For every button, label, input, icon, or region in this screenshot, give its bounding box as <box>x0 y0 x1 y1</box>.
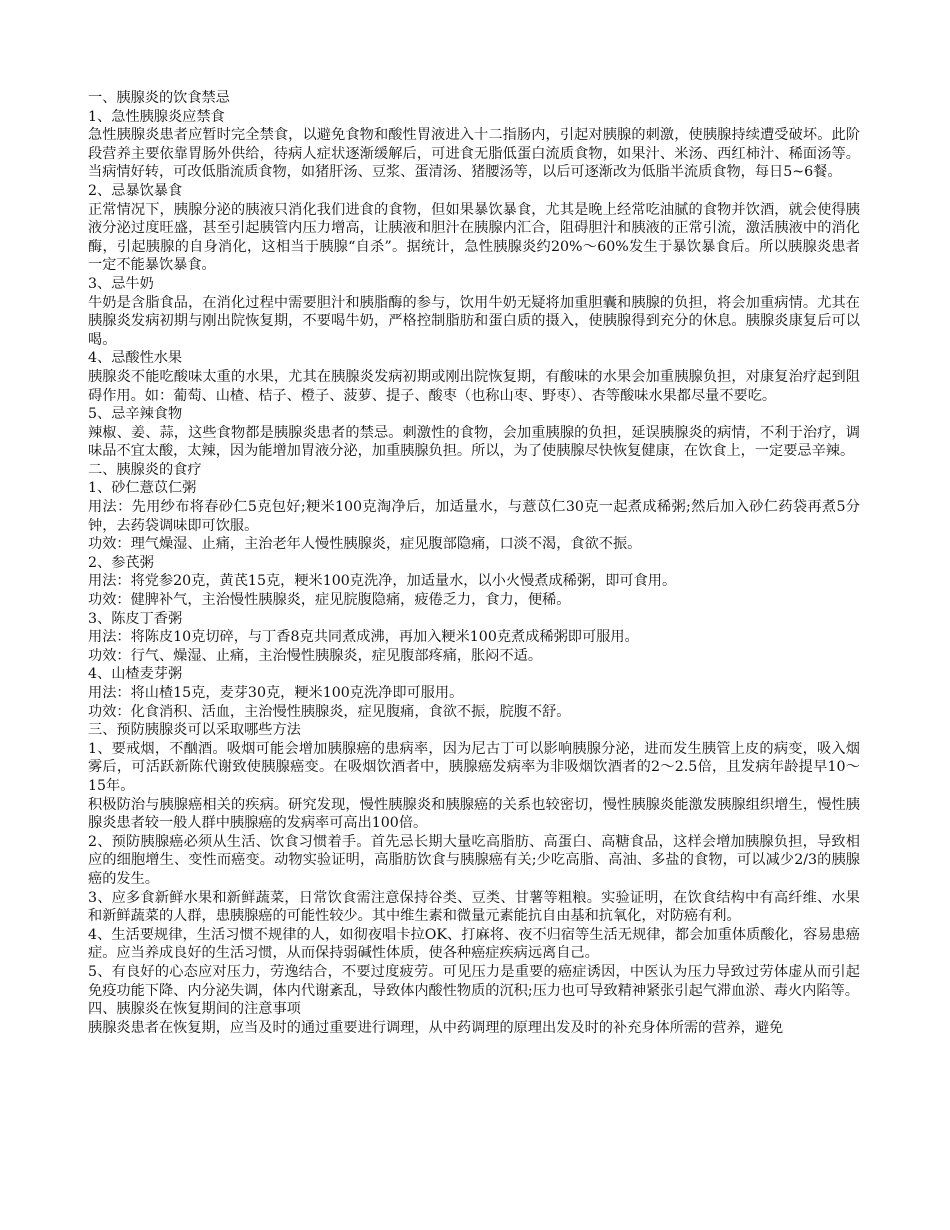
section-heading: 2、参芪粥 <box>88 554 154 571</box>
section-heading: 1、砂仁薏苡仁粥 <box>88 480 197 497</box>
paragraph: 1、要戒烟，不酗酒。吸烟可能会增加胰腺癌的患病率，因为尼古丁可以影响胰腺分泌，进而发生胰管上皮的病变，吸入烟雾后，可活跃新陈代谢致使胰腺癌变。在吸烟饮酒者中，胰腺癌发病率为非吸烟饮酒者的2～2.5倍，且发病年龄提早10～15年。 <box>88 740 860 794</box>
paragraph: 胰腺炎不能吃酸味太重的水果，尤其在胰腺炎发病初期或刚出院恢复期，有酸味的水果会加重胰腺负担，对康复治疗起到阻碍作用。如：葡萄、山楂、桔子、橙子、菠萝、提子、酸枣（也称山枣、野枣）、杏等酸味水果都尽量不要吃。 <box>88 368 860 404</box>
section-heading: 一、胰腺炎的饮食禁忌 <box>88 90 230 106</box>
paragraph: 正常情况下，胰腺分泌的胰液只消化我们进食的食物，但如果暴饮暴食，尤其是晚上经常吃油腻的食物并饮酒，就会使得胰液分泌过度旺盛，甚至引起胰管内压力增高，让胰液和胆汁在胰腺内汇合，阻碍胆汁和胰液的正常引流，激活胰液中的消化酶，引起胰腺的自身消化，这相当于胰腺“自杀”。据统计，急性胰腺炎约20%～60%发生于暴饮暴食后。所以胰腺炎患者一定不能暴饮暴食。 <box>88 201 860 274</box>
paragraph: 3、应多食新鲜水果和新鲜蔬菜，日常饮食需注意保持谷类、豆类、甘薯等粗粮。实验证明，在饮食结构中有高纤维、水果和新鲜蔬菜的人群，患胰腺癌的可能性较少。其中维生素和微量元素能抗自由基和抗氧化，对防癌有利。 <box>88 889 860 925</box>
section-heading: 5、忌辛辣食物 <box>88 406 183 423</box>
section-heading: 3、忌牛奶 <box>88 275 154 292</box>
paragraph: 功效：化食消积、活血，主治慢性胰腺炎，症见腹痛，食欲不振，脘腹不舒。 <box>88 703 571 720</box>
section-heading: 四、胰腺炎在恢复期间的注意事项 <box>88 1001 301 1018</box>
paragraph: 辣椒、姜、蒜，这些食物都是胰腺炎患者的禁忌。刺激性的食物，会加重胰腺的负担，延误胰腺炎的病情，不利于治疗，调味品不宜太酸，太辣，因为能增加胃液分泌，加重胰腺负担。所以，为了使胰腺尽快恢复健康，在饮食上，一定要忌辛辣。 <box>88 424 860 460</box>
section-heading: 4、忌酸性水果 <box>88 350 183 367</box>
section-heading: 2、忌暴饮暴食 <box>88 182 183 199</box>
section-heading: 三、预防胰腺炎可以采取哪些方法 <box>88 722 301 739</box>
paragraph: 急性胰腺炎患者应暂时完全禁食，以避免食物和酸性胃液进入十二指肠内，引起对胰腺的刺激，使胰腺持续遭受破坏。此阶段营养主要依靠胃肠外供给，待病人症状逐渐缓解后，可进食无脂低蛋白流质食物，如果汁、米汤、西红柿汁、稀面汤等。当病情好转，可改低脂流质食物，如猪肝汤、豆浆、蛋清汤、猪腰汤等，以后可逐渐改为低脂半流质食物，每日5~6餐。 <box>88 127 860 181</box>
paragraph: 胰腺炎患者在恢复期，应当及时的通过重要进行调理，从中药调理的原理出发及时的补充身体所需的营养，避免 <box>88 1019 784 1036</box>
paragraph: 5、有良好的心态应对压力，劳逸结合，不要过度疲劳。可见压力是重要的癌症诱因，中医认为压力导致过劳体虚从而引起免疫功能下降、内分泌失调，体内代谢紊乱，导致体内酸性物质的沉积;压力也可导致精神紧张引起气滞血淤、毒火内陷等。 <box>88 963 860 999</box>
paragraph: 积极防治与胰腺癌相关的疾病。研究发现，慢性胰腺炎和胰腺癌的关系也较密切，慢性胰腺炎能激发胰腺组织增生，慢性胰腺炎患者较一般人群中胰腺癌的发病率可高出100倍。 <box>88 796 860 832</box>
paragraph: 用法：将陈皮10克切碎，与丁香8克共同煮成沸，再加入粳米100克煮成稀粥即可服用。 <box>88 629 639 646</box>
paragraph: 牛奶是含脂食品，在消化过程中需要胆汁和胰脂酶的参与，饮用牛奶无疑将加重胆囊和胰腺的负担，将会加重病情。尤其在胰腺炎发病初期与刚出院恢复期，不要喝牛奶，严格控制脂肪和蛋白质的摄入，使胰腺得到充分的休息。胰腺炎康复后可以喝。 <box>88 294 860 348</box>
paragraph: 功效：行气、燥湿、止痛，主治慢性胰腺炎，症见腹部疼痛，胀闷不适。 <box>88 647 543 664</box>
paragraph: 功效：理气燥湿、止痛，主治老年人慢性胰腺炎，症见腹部隐痛，口淡不渴，食欲不振。 <box>88 536 642 553</box>
section-heading: 1、急性胰腺炎应禁食 <box>88 108 225 125</box>
paragraph: 2、预防胰腺癌必须从生活、饮食习惯着手。首先忌长期大量吃高脂肪、高蛋白、高糖食品，这样会增加胰腺负担，导致相应的细胞增生、变性而癌变。动物实验证明，高脂肪饮食与胰腺癌有关;少吃高脂、高油、多盐的食物，可以减少2/3的胰腺癌的发生。 <box>88 833 860 887</box>
section-heading: 二、胰腺炎的食疗 <box>88 461 202 478</box>
document-body <box>88 89 860 1037</box>
section-heading: 4、山楂麦芽粥 <box>88 666 183 683</box>
paragraph: 用法：将党参20克，黄芪15克，粳米100克洗净，加适量水，以小火慢煮成稀粥，即可食用。 <box>88 573 677 590</box>
section-heading: 3、陈皮丁香粥 <box>88 610 183 627</box>
paragraph: 用法：将山楂15克，麦芽30克，粳米100克洗净即可服用。 <box>88 685 464 701</box>
paragraph: 4、生活要规律，生活习惯不规律的人，如彻夜唱卡拉OK、打麻将、夜不归宿等生活无规律，都会加重体质酸化，容易患癌症。应当养成良好的生活习惯，从而保持弱碱性体质，使各种癌症疾病远离自己。 <box>88 926 860 962</box>
paragraph: 用法：先用纱布将春砂仁5克包好;粳米100克淘净后，加适量水，与薏苡仁30克一起煮成稀粥;然后加入砂仁药袋再煮5分钟，去药袋调味即可饮服。 <box>88 499 860 534</box>
paragraph: 功效：健脾补气，主治慢性胰腺炎，症见脘腹隐痛，疲倦乏力，食力，便稀。 <box>88 592 571 609</box>
